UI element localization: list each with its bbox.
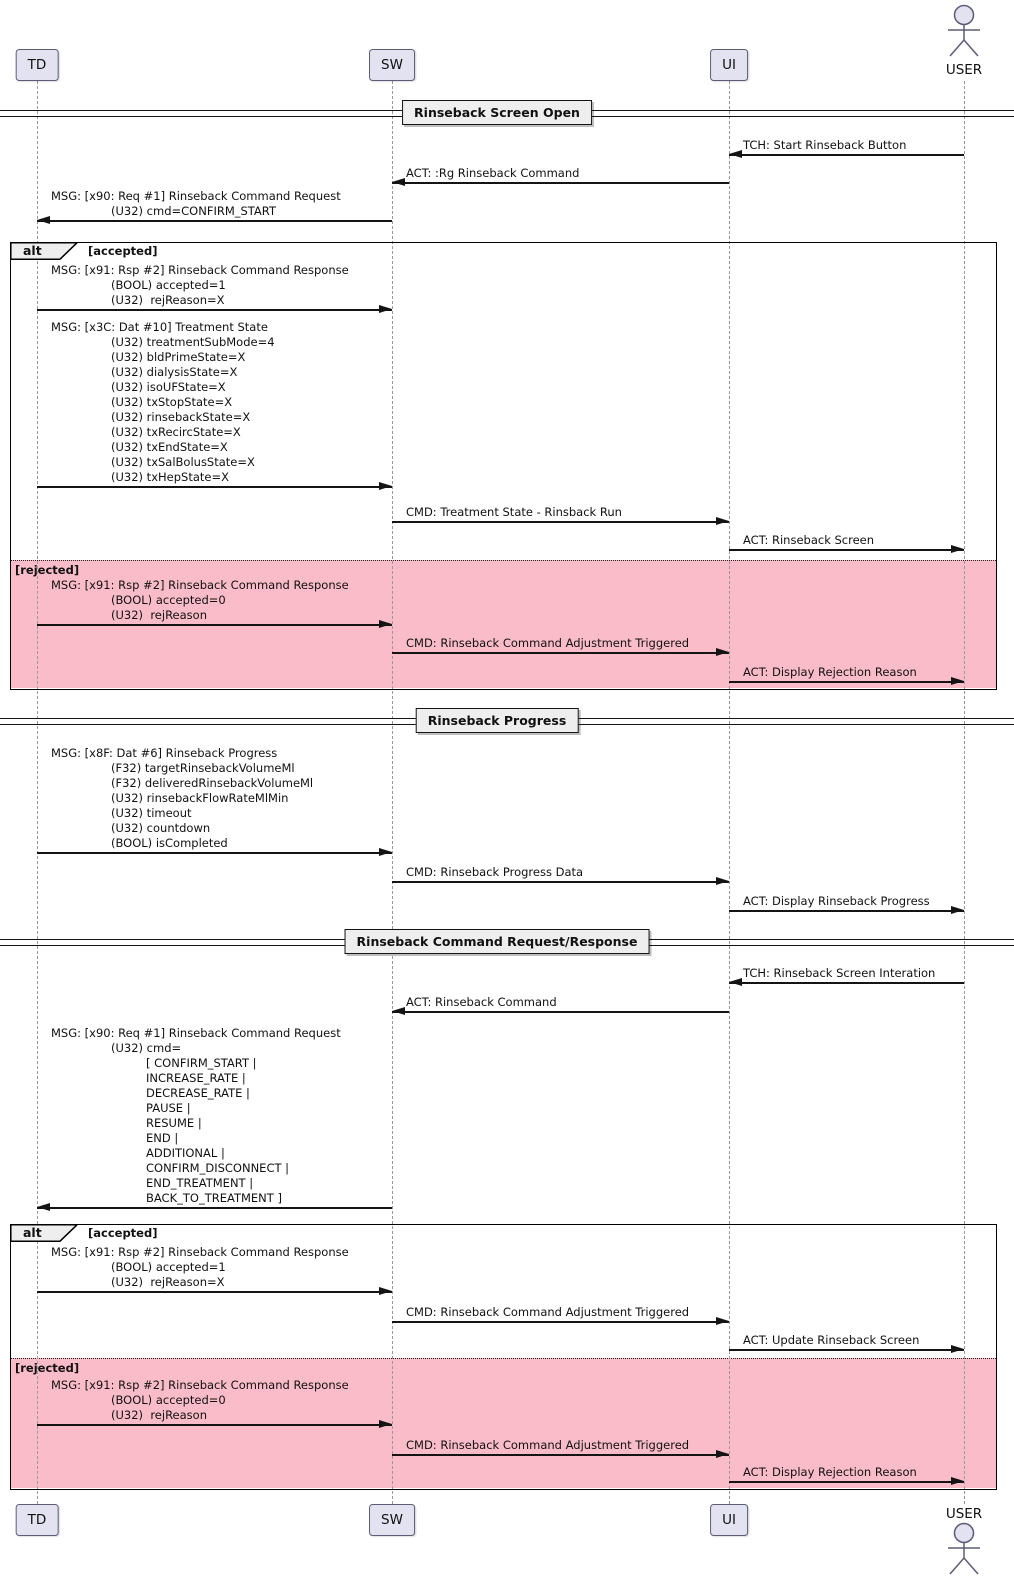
message-line: (F32) targetRinsebackVolumeMl [111,761,295,775]
participant-label: SW [381,1512,403,1528]
message-line: PAUSE | [146,1101,191,1115]
participant-label: TD [27,1512,47,1528]
message-line: RESUME | [146,1116,202,1130]
message-line: (BOOL) accepted=1 [111,1260,226,1274]
message-line: (U32) countdown [111,821,211,835]
actor-label-bottom: USER [945,1506,983,1522]
message-line: (U32) bldPrimeState=X [111,350,246,364]
message-line: MSG: [x91: Rsp #2] Rinseback Command Response [51,1378,349,1392]
message-line: MSG: [x8F: Dat #6] Rinseback Progress [51,746,278,760]
user-actor-icon [944,4,984,60]
alt-frame-operator: alt [23,1225,42,1240]
message-line: ACT: Rinseback Screen [743,533,875,547]
message-line: (U32) txStopState=X [111,395,233,409]
message-line: MSG: [x91: Rsp #2] Rinseback Command Response [51,263,349,277]
message-line: (BOOL) accepted=1 [111,278,226,292]
participant-box-td-top [16,49,59,81]
message-line: CONFIRM_DISCONNECT | [146,1161,290,1175]
participant-box-td-bottom [16,1504,59,1536]
message-line: ACT: Rinseback Command [406,995,557,1009]
message-line: (U32) dialysisState=X [111,365,238,379]
guard-rejected: [rejected] [15,563,80,577]
section-title: Rinseback Screen Open [402,100,592,125]
participant-label: UI [722,57,736,73]
message-line: END_TREATMENT | [146,1176,254,1190]
guard-accepted: [accepted] [88,1226,158,1240]
message-line: ACT: Display Rinseback Progress [743,894,930,908]
message-line: CMD: Treatment State - Rinsback Run [406,505,622,519]
message-line: (U32) txEndState=X [111,440,228,454]
participant-box-ui-bottom [710,1504,748,1536]
message-line: CMD: Rinseback Progress Data [406,865,584,879]
message-line: INCREASE_RATE | [146,1071,246,1085]
participant-label: UI [722,1512,736,1528]
message-line: (BOOL) isCompleted [111,836,228,850]
message-line: (U32) isoUFState=X [111,380,226,394]
message-line: (F32) deliveredRinsebackVolumeMl [111,776,314,790]
guard-accepted: [accepted] [88,244,158,258]
participant-box-sw-top [369,49,415,81]
message-line: (U32) txHepState=X [111,470,229,484]
message-line: (U32) rejReason=X [111,1275,225,1289]
message-line: CMD: Rinseback Command Adjustment Triggered [406,1438,690,1452]
message-line: MSG: [x3C: Dat #10] Treatment State [51,320,268,334]
message-line: (U32) cmd= [111,1041,182,1055]
message-line: (U32) rinsebackFlowRateMlMin [111,791,289,805]
participant-label: TD [27,57,47,73]
message-line: (U32) timeout [111,806,192,820]
alt-frame-operator: alt [23,243,42,258]
message-line: MSG: [x90: Req #1] Rinseback Command Request [51,1026,341,1040]
actor-label-top: USER [945,62,983,78]
section-title: Rinseback Command Request/Response [345,929,650,954]
participant-box-sw-bottom [369,1504,415,1536]
message-line: TCH: Start Rinseback Button [743,138,907,152]
message-line: (U32) rejReason=X [111,293,225,307]
message-line: CMD: Rinseback Command Adjustment Triggered [406,1305,690,1319]
message-line: (U32) cmd=CONFIRM_START [111,204,276,218]
message-line: ACT: Update Rinseback Screen [743,1333,920,1347]
message-line: (U32) rinsebackState=X [111,410,251,424]
message-line: MSG: [x91: Rsp #2] Rinseback Command Response [51,1245,349,1259]
message-line: ACT: Display Rejection Reason [743,1465,917,1479]
message-line: (BOOL) accepted=0 [111,593,226,607]
message-line: BACK_TO_TREATMENT ] [146,1191,282,1205]
message-line: DECREASE_RATE | [146,1086,250,1100]
message-line: CMD: Rinseback Command Adjustment Triggered [406,636,690,650]
message-line: (U32) rejReason [111,608,207,622]
message-line: MSG: [x91: Rsp #2] Rinseback Command Response [51,578,349,592]
message-line: (U32) treatmentSubMode=4 [111,335,275,349]
participant-box-ui-top [710,49,748,81]
message-line: MSG: [x90: Req #1] Rinseback Command Request [51,189,341,203]
message-line: END | [146,1131,179,1145]
user-actor-icon [944,1522,984,1578]
message-line: (BOOL) accepted=0 [111,1393,226,1407]
message-line: (U32) txRecircState=X [111,425,241,439]
participant-label: SW [381,57,403,73]
guard-rejected: [rejected] [15,1361,80,1375]
message-line: ADDITIONAL | [146,1146,225,1160]
message-line: [ CONFIRM_START | [146,1056,257,1070]
message-line: ACT: Display Rejection Reason [743,665,917,679]
message-line: (U32) txSalBolusState=X [111,455,255,469]
section-title: Rinseback Progress [416,708,579,733]
message-line: TCH: Rinseback Screen Interation [743,966,936,980]
message-line: (U32) rejReason [111,1408,207,1422]
message-line: ACT: :Rg Rinseback Command [406,166,580,180]
